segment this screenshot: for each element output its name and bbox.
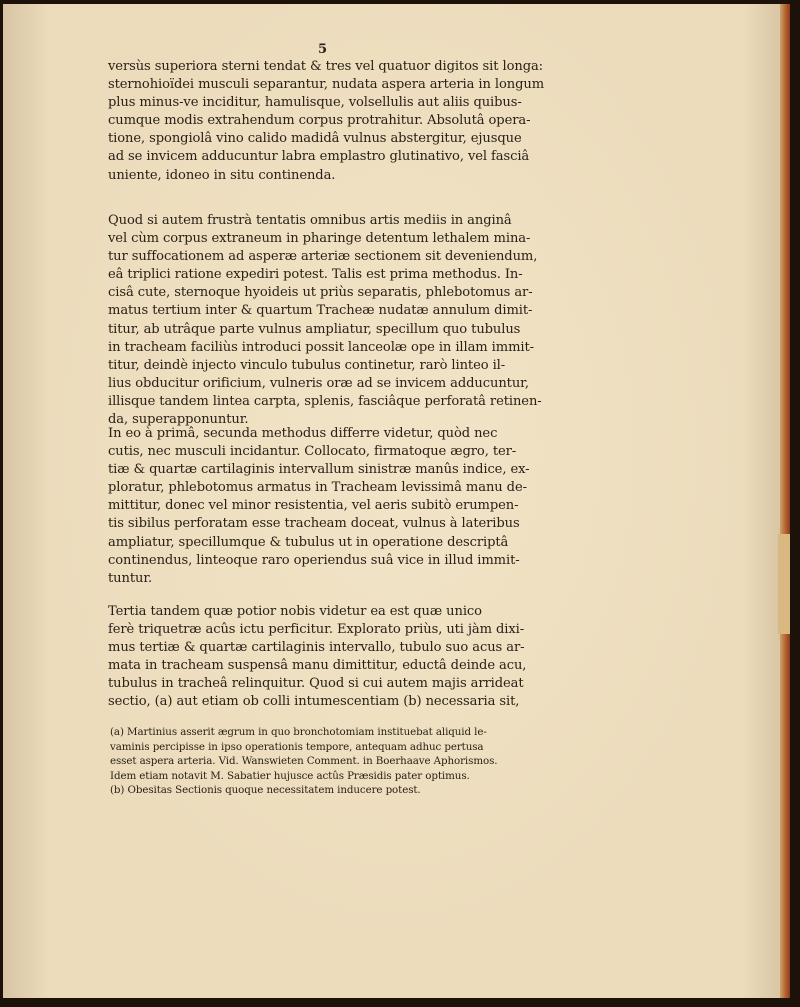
text-line: in tracheam faciliùs introduci possit lanceolæ ope in illam immit-	[108, 339, 534, 355]
text-line: ampliatur, specillumque & tubulus ut in operatione descriptâ	[108, 534, 509, 550]
page-number: 5	[318, 42, 328, 57]
text-line: tione, spongiolâ vino calido madidâ vulnus abstergitur, ejusque	[108, 131, 522, 147]
text-line: tur suffocationem ad asperæ arteriæ sectionem sit deveniendum,	[108, 249, 538, 265]
text-line: tuntur.	[108, 570, 153, 586]
footnotes	[110, 725, 550, 798]
text-line: vel cùm corpus extraneum in pharinge detentum lethalem mina-	[108, 231, 531, 247]
text-line: titur, ab utrâque parte vulnus ampliatur, specillum quo tubulus	[108, 321, 521, 337]
text-line: mus tertiæ & quartæ cartilaginis intervallo, tubulo suo acus ar-	[108, 640, 525, 656]
footnote-line: esset aspera arteria. Vid. Wanswieten Comment. in Boerhaave Aphorismos.	[110, 755, 498, 768]
book-page	[3, 4, 790, 998]
footnote-line: Idem etiam notavit M. Sabatier hujusce actûs Præsidis pater optimus.	[110, 769, 470, 782]
text-line: ferè triquetræ acûs ictu perficitur. Explorato priùs, uti jàm dixi-	[108, 622, 525, 638]
paragraph-4	[108, 603, 546, 712]
text-line: versùs superiora sterni tendat & tres vel quatuor digitos sit longa:	[108, 59, 543, 74]
text-line: mata in tracheam suspensâ manu dimittitur, eductâ deinde acu,	[108, 658, 527, 674]
text-line: tis sibilus perforatam esse tracheam doceat, vulnus à lateribus	[108, 516, 520, 532]
footnote-line: (b) Obesitas Sectionis quoque necessitatem inducere potest.	[110, 784, 421, 797]
text-line: Tertia tandem quæ potior nobis videtur ea est quæ unico	[108, 604, 482, 619]
text-line: illisque tandem lintea carpta, splenis, fasciâque perforatâ retinen-	[108, 393, 542, 409]
text-line: In eo à primâ, secunda methodus differre videtur, quòd nec	[108, 426, 498, 441]
footnote-line: vaminis percipisse in ipso operationis tempore, antequam adhuc pertusa	[110, 740, 484, 753]
text-line: matus tertium inter & quartum Tracheæ nudatæ annulum dimit-	[108, 303, 533, 319]
text-line: cutis, nec musculi incidantur. Collocato, firmatoque ægro, ter-	[108, 444, 517, 460]
text-line: cumque modis extrahendum corpus protrahitur. Absolutâ opera-	[108, 113, 531, 129]
text-line: uniente, idoneo in situ continenda.	[108, 167, 336, 183]
text-line: ploratur, phlebotomus armatus in Tracheam levissimâ manu de-	[108, 480, 527, 496]
text-line: lius obducitur orificium, vulneris oræ ad se invicem adducuntur,	[108, 375, 529, 391]
text-line: Quod si autem frustrà tentatis omnibus artis mediis in anginâ	[108, 213, 512, 228]
text-line: plus minus-ve inciditur, hamulisque, volsellulis aut aliis quibus-	[108, 95, 522, 111]
paragraph-3	[108, 425, 546, 588]
text-line: continendus, linteoque raro operiendus suâ vice in illud immit-	[108, 552, 520, 568]
text-line: da, superapponuntur.	[108, 412, 249, 428]
text-line: eâ triplici ratione expediri potest. Talis est prima methodus. In-	[108, 267, 523, 283]
page-edge	[780, 4, 790, 998]
text-line: tiæ & quartæ cartilaginis intervallum sinistræ manûs indice, ex-	[108, 462, 530, 478]
text-line: titur, deindè injecto vinculo tubulus continetur, rarò linteo il-	[108, 357, 506, 373]
paragraph-1	[108, 58, 546, 185]
footnote-line: (a) Martinius asserit ægrum in quo bronchotomiam instituebat aliquid le-	[110, 726, 487, 738]
text-line: cisâ cute, sternoque hyoideis ut priùs separatis, phlebotomus ar-	[108, 285, 533, 301]
text-line: ad se invicem adducuntur labra emplastro glutinativo, vel fasciâ	[108, 149, 530, 165]
text-line: sectio, (a) aut etiam ob colli intumescentiam (b) necessaria sit,	[108, 694, 520, 710]
page-tab	[778, 534, 790, 634]
text-line: sternohioïdei musculi separantur, nudata aspera arteria in longum	[108, 77, 545, 93]
text-line: mittitur, donec vel minor resistentia, vel aeris subitò erumpen-	[108, 498, 519, 514]
paragraph-2	[108, 212, 546, 429]
text-line: tubulus in tracheâ relinquitur. Quod si cui autem majis arrideat	[108, 676, 524, 692]
